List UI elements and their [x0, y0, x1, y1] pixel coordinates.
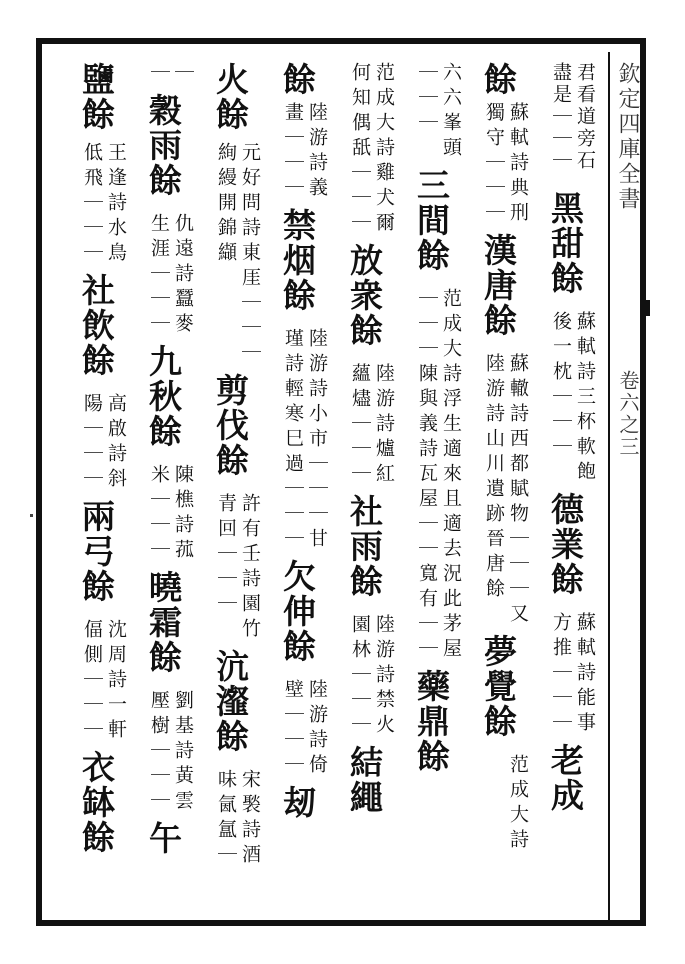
annotation-right: 沈周詩一軒 [105, 619, 127, 744]
text-body [58, 58, 600, 910]
annotation-left: 獨守｜｜｜ [483, 102, 505, 227]
text-column [198, 58, 265, 910]
annotation-left: 壁｜｜｜ [282, 679, 304, 779]
annotation-left: ｜｜｜陳與義詩瓦屋｜｜寬有｜｜ [416, 288, 438, 663]
entry-heading: 衣缽餘 [77, 750, 116, 855]
annotation-right: 六六峯頭 [440, 62, 462, 162]
entry-heading: 沆瀣餘 [211, 649, 250, 754]
annotation-right: 蘇軾詩能事 [574, 612, 596, 737]
annotation-right: 陸游詩小市｜｜｜甘 [306, 328, 328, 553]
fishtail-mark [640, 300, 650, 316]
entry-heading: 放衆餘 [345, 243, 384, 348]
annotation-right: 高啟詩斜 [105, 393, 127, 493]
annotation-left: 陽｜｜｜ [81, 393, 103, 493]
annotation-left: 蘊燼｜｜｜ [349, 363, 371, 488]
annotation-left: 後一枕｜｜｜ [550, 311, 572, 461]
annotation-right: 元好問詩東厓｜｜｜ [239, 142, 261, 367]
entry-heading: 漢唐餘 [479, 233, 518, 338]
annotation-left: 園林｜｜｜ [349, 614, 371, 739]
text-column [399, 58, 466, 910]
annotation-left: 瑾詩輕寒巳過｜｜｜ [282, 328, 304, 553]
annotation-right: 陸游詩倚 [306, 679, 328, 779]
annotation-right: 蘇轍詩西都賦物｜｜｜又 [507, 353, 529, 628]
annotation-right: 君看道旁石 [574, 62, 596, 172]
annotation-right: 宋褧詩酒 [239, 769, 261, 869]
annotation-left: 絢縵開錦纈 [215, 142, 237, 267]
text-column [332, 58, 399, 910]
annotation-right: 陸游詩義 [306, 102, 328, 202]
entry-heading: 結繩 [345, 745, 384, 815]
text-column [131, 58, 198, 910]
annotation-right: 蘇軾詩典刑 [507, 102, 529, 227]
annotation-right: 范成大詩 [507, 754, 529, 854]
annotation-left: ｜｜｜ [416, 62, 438, 137]
entry-heading: 三間餘 [412, 168, 451, 273]
annotation-left: 壓樹｜｜｜ [148, 690, 170, 815]
annotation-left: 何知偶舐｜｜｜ [349, 62, 371, 237]
entry-heading: 午 [144, 821, 183, 856]
annotation-right: 仇遠詩蠶麥 [172, 213, 194, 338]
annotation-left: 青回｜｜｜ [215, 493, 237, 618]
entry-heading: 社飲餘 [77, 273, 116, 378]
annotation-left: ｜ [148, 62, 170, 87]
entry-heading: 九秋餘 [144, 344, 183, 449]
entry-heading: 餘 [479, 62, 518, 97]
annotation-right: 陸游詩禁火 [373, 614, 395, 739]
entry-heading: 火餘 [211, 62, 250, 132]
annotation-right: 許有壬詩園竹 [239, 493, 261, 643]
entry-heading: 老成 [546, 743, 585, 813]
entry-heading: 兩弓餘 [77, 499, 116, 604]
annotation-left: 偪側｜｜｜ [81, 619, 103, 744]
annotation-right: 王逢詩水鳥 [105, 142, 127, 267]
annotation-right: 蘇軾詩三杯軟飽 [574, 311, 596, 486]
entry-heading: 禁烟餘 [278, 208, 317, 313]
entry-heading: 餘 [278, 62, 317, 97]
entry-heading: 藥鼎餘 [412, 669, 451, 774]
annotation-right: 范成大詩雞犬爾 [373, 62, 395, 237]
entry-heading: 刼 [278, 785, 317, 820]
text-column [466, 58, 533, 910]
entry-heading: 曉霜餘 [144, 570, 183, 675]
annotation-left: 畫｜｜｜ [282, 102, 304, 202]
book-title: 欽定四庫全書 [615, 62, 640, 212]
annotation-left: 生涯｜｜｜ [148, 213, 170, 338]
entry-heading: 社雨餘 [345, 494, 384, 599]
text-column [533, 58, 600, 910]
annotation-left: 陸游詩山川遺跡晉唐餘 [483, 353, 505, 603]
annotation-right: 范成大詩浮生適來且適去況此茅屋 [440, 288, 462, 663]
text-column [64, 58, 131, 910]
text-column [265, 58, 332, 910]
annotation-right: 陸游詩爐紅 [373, 363, 395, 488]
annotation-right: ｜ [172, 62, 194, 87]
ink-speck [30, 514, 33, 517]
entry-heading: 黑甜餘 [546, 191, 585, 296]
entry-heading: 夢覺餘 [479, 634, 518, 739]
entry-heading: 剪伐餘 [211, 373, 250, 478]
juan-label: 卷六之三 [616, 370, 640, 458]
annotation-left: 盡是｜｜｜ [550, 62, 572, 172]
entry-heading: 鹽餘 [77, 62, 116, 132]
entry-heading: 德業餘 [546, 492, 585, 597]
annotation-right: 陳樵詩菰 [172, 464, 194, 564]
annotation-left: 低飛｜｜｜ [81, 142, 103, 267]
annotation-left: 味氤氲｜ [215, 769, 237, 869]
annotation-left: 米｜｜｜ [148, 464, 170, 564]
entry-heading: 穀雨餘 [144, 93, 183, 198]
annotation-left: 方推｜｜｜ [550, 612, 572, 737]
annotation-right: 劉基詩黃雲 [172, 690, 194, 815]
entry-heading: 欠伸餘 [278, 559, 317, 664]
